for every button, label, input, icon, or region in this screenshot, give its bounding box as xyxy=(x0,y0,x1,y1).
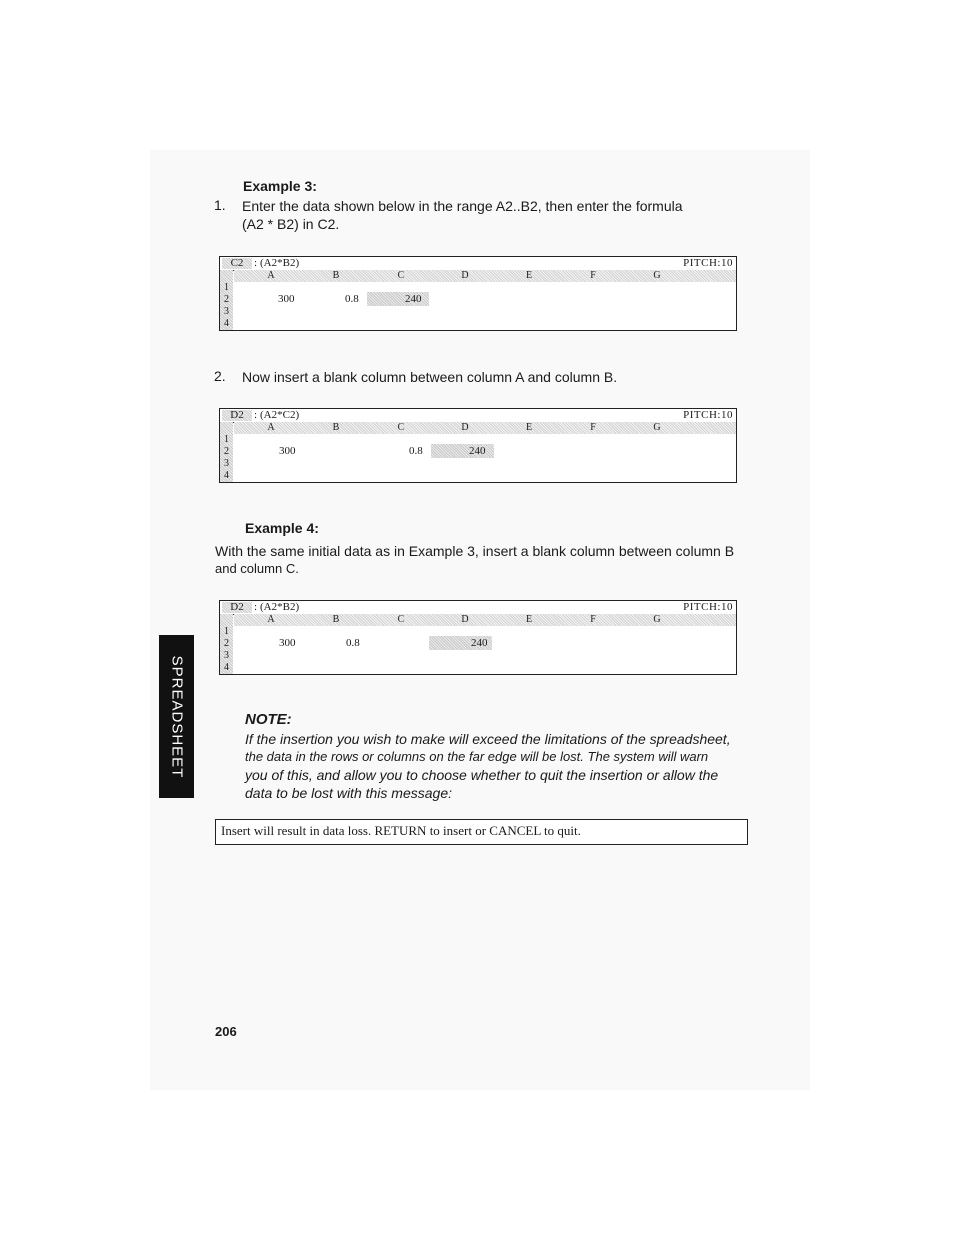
cell-a2: 300 xyxy=(279,445,296,457)
row-header-2: 2 xyxy=(224,446,229,457)
column-header-d: D xyxy=(461,614,469,625)
note-line2: the data in the rows or columns on the far edge will be lost. The system will warn xyxy=(245,749,709,764)
row-header-3: 3 xyxy=(224,650,229,661)
column-header-d: D xyxy=(461,270,469,281)
column-header-f: F xyxy=(590,422,596,433)
step2-text: Now insert a blank column between column A and column B. xyxy=(242,369,618,385)
column-header-a: A xyxy=(267,422,275,433)
example4-text-line1: With the same initial data as in Example 3, insert a blank column between column B xyxy=(215,543,735,559)
note-title: NOTE: xyxy=(245,711,292,728)
formula: (A2*B2) xyxy=(260,257,300,269)
row-header-1: 1 xyxy=(224,626,229,637)
row-header-bar xyxy=(220,422,233,482)
column-header-b: B xyxy=(332,270,340,281)
cell-ref: D2 xyxy=(222,410,252,421)
data-loss-message: Insert will result in data loss. RETURN to insert or CANCEL to quit. xyxy=(215,819,748,845)
cell-ref: C2 xyxy=(222,258,252,269)
column-header-b: B xyxy=(332,614,340,625)
example3-heading: Example 3: xyxy=(243,178,317,194)
row-header-4: 4 xyxy=(224,470,229,481)
cell-ref-separator: : xyxy=(254,601,258,613)
note-line1: If the insertion you wish to make will exceed the limitations of the spreadsheet, xyxy=(245,731,731,747)
formula-bar xyxy=(220,409,736,423)
row-header-bar xyxy=(220,270,233,330)
formula-bar xyxy=(220,601,736,615)
row-header-3: 3 xyxy=(224,306,229,317)
column-header-g: G xyxy=(653,614,661,625)
row-header-3: 3 xyxy=(224,458,229,469)
step1-text-line2: (A2 * B2) in C2. xyxy=(242,216,340,232)
cell-c2: 240 xyxy=(405,293,422,305)
column-header-e: E xyxy=(525,614,533,625)
column-header-bar xyxy=(234,422,736,434)
step2-number: 2. xyxy=(214,368,226,384)
row-header-2: 2 xyxy=(224,638,229,649)
column-header-g: G xyxy=(653,270,661,281)
page-number: 206 xyxy=(215,1024,237,1039)
cell-d2: 240 xyxy=(471,637,488,649)
section-tab-label: SPREADSHEET xyxy=(168,655,185,778)
column-header-b: B xyxy=(332,422,340,433)
row-header-bar xyxy=(220,614,233,674)
cell-d2: 240 xyxy=(469,445,486,457)
row-header-4: 4 xyxy=(224,318,229,329)
cell-b2: 0.8 xyxy=(346,637,360,649)
pitch-indicator: PITCH:10 xyxy=(683,601,733,613)
column-header-d: D xyxy=(461,422,469,433)
column-header-e: E xyxy=(525,422,533,433)
spreadsheet-screen-3 xyxy=(219,600,737,675)
cell-ref-separator: : xyxy=(254,257,258,269)
row-header-1: 1 xyxy=(224,282,229,293)
formula-bar xyxy=(220,257,736,271)
formula: (A2*C2) xyxy=(260,409,300,421)
column-header-c: C xyxy=(397,422,405,433)
step1-text-line1: Enter the data shown below in the range A2..B2, then enter the formula xyxy=(242,198,683,214)
note-line4: data to be lost with this message: xyxy=(245,785,452,801)
column-header-e: E xyxy=(525,270,533,281)
pitch-indicator: PITCH:10 xyxy=(683,409,733,421)
note-line3: you of this, and allow you to choose whether to quit the insertion or allow the xyxy=(245,767,719,783)
cell-ref-separator: : xyxy=(254,409,258,421)
column-header-a: A xyxy=(267,614,275,625)
column-header-bar xyxy=(234,270,736,282)
cell-ref: D2 xyxy=(222,602,252,613)
example4-text-line2: and column C. xyxy=(215,561,299,576)
column-header-bar xyxy=(234,614,736,626)
cell-c2: 0.8 xyxy=(409,445,423,457)
example4-heading: Example 4: xyxy=(245,520,319,536)
spreadsheet-screen-2 xyxy=(219,408,737,483)
column-header-g: G xyxy=(653,422,661,433)
column-header-f: F xyxy=(590,270,596,281)
cell-b2: 0.8 xyxy=(345,293,359,305)
row-header-1: 1 xyxy=(224,434,229,445)
spreadsheet-screen-1 xyxy=(219,256,737,331)
formula: (A2*B2) xyxy=(260,601,300,613)
step1-number: 1. xyxy=(214,197,226,213)
column-header-a: A xyxy=(267,270,275,281)
pitch-indicator: PITCH:10 xyxy=(683,257,733,269)
column-header-f: F xyxy=(590,614,596,625)
section-tab xyxy=(159,635,194,798)
column-header-c: C xyxy=(397,614,405,625)
column-header-c: C xyxy=(397,270,405,281)
cell-a2: 300 xyxy=(278,293,295,305)
row-header-2: 2 xyxy=(224,294,229,305)
cell-a2: 300 xyxy=(279,637,296,649)
row-header-4: 4 xyxy=(224,662,229,673)
